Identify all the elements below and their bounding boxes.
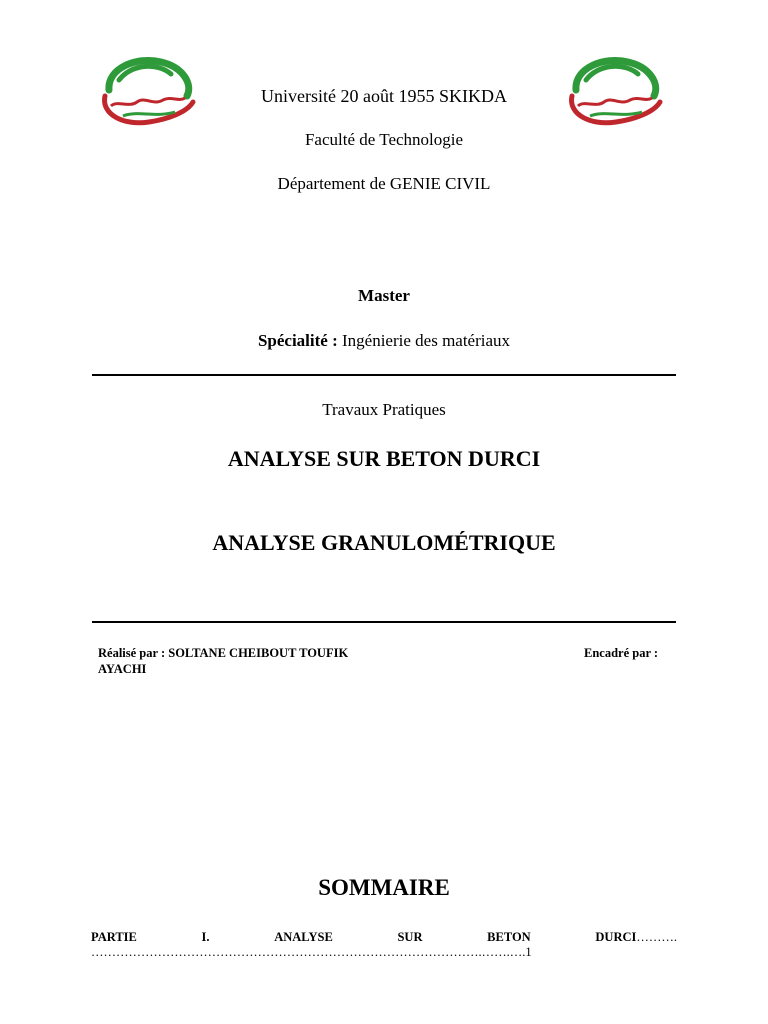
toc-word: SUR xyxy=(397,930,423,944)
realise-par: Réalisé par : SOLTANE CHEIBOUT TOUFIK xyxy=(98,646,349,660)
speciality-value: Ingénierie des matériaux xyxy=(337,331,511,350)
university-name: Université 20 août 1955 SKIKDA xyxy=(261,86,507,106)
toc-leader-end: ………. xyxy=(636,930,677,944)
divider-bottom xyxy=(92,621,676,623)
toc-word: PARTIE xyxy=(91,930,137,944)
faculty-name: Faculté de Technologie xyxy=(304,130,464,149)
toc-leader-line: ………………………………………………………………………………….…….….1 xyxy=(91,945,532,959)
toc-word: I. xyxy=(201,930,210,944)
toc-word: BETON xyxy=(487,930,531,944)
toc-entry[interactable] xyxy=(91,930,677,945)
work-title-1: ANALYSE SUR BETON DURCI xyxy=(227,446,541,471)
department-name: Département de GENIE CIVIL xyxy=(277,174,491,193)
toc-word: ANALYSE xyxy=(274,930,333,944)
toc-heading: SOMMAIRE xyxy=(318,875,450,900)
speciality-label: Spécialité : xyxy=(257,331,338,350)
divider-top xyxy=(92,374,676,376)
program-level: Master xyxy=(358,286,410,305)
speciality-line xyxy=(0,331,768,351)
toc-word-last: DURCI………. xyxy=(595,930,677,944)
encadre-par: Encadré par : xyxy=(584,646,659,660)
work-title-2: ANALYSE GRANULOMÉTRIQUE xyxy=(212,530,556,555)
realise-par-continued: AYACHI xyxy=(98,662,147,676)
work-type: Travaux Pratiques xyxy=(322,400,446,419)
